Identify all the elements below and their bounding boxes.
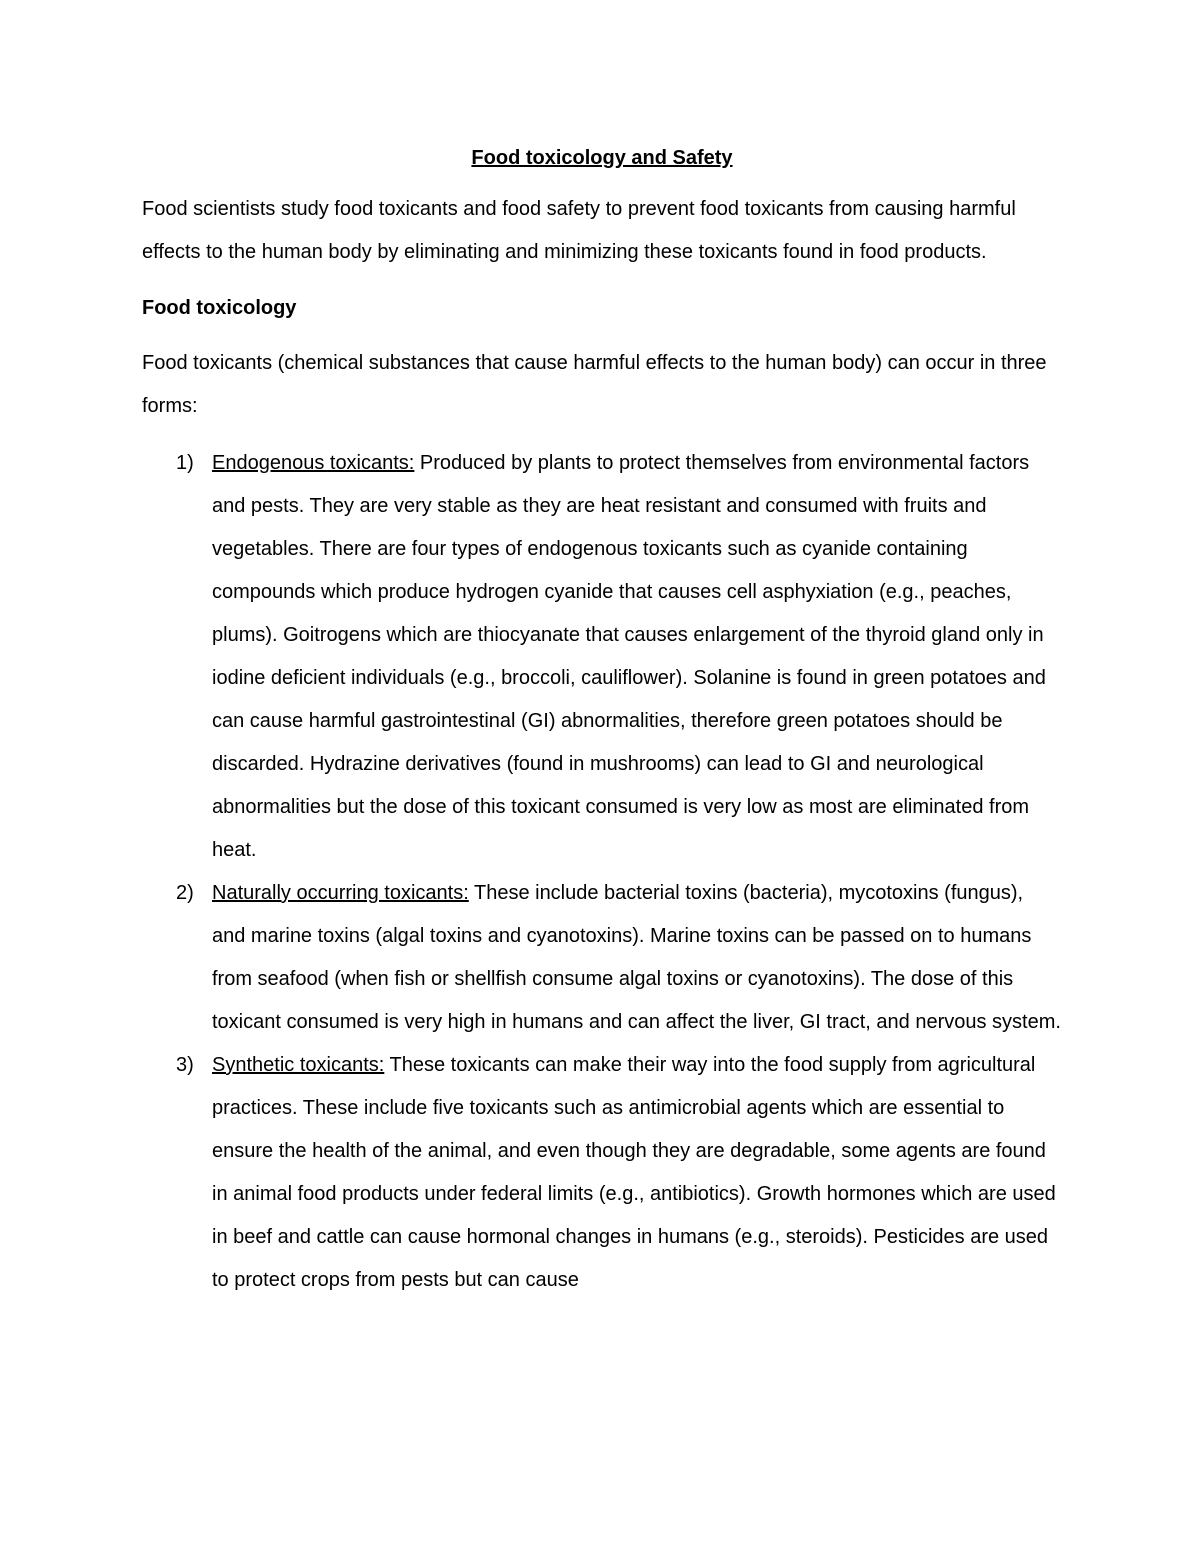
- list-item-number: 2): [176, 882, 194, 904]
- list-item-text: These include bacterial toxins (bacteria), mycotoxins (fungus), and marine toxins (algal toxins and cyanotoxins). Marine toxins can be passed on to humans from seafood (when fish or shellfish consume algal toxins or cyanotoxins). The dose of this toxicant consumed is very high in humans and can affect the liver, GI tract, and nervous system.: [212, 882, 1061, 1033]
- section-intro-paragraph: Food toxicants (chemical substances that cause harmful effects to the human body) can occur in three forms:: [142, 352, 1047, 417]
- list-item-number: 1): [176, 452, 194, 474]
- list-item-term: Endogenous toxicants:: [212, 452, 415, 474]
- intro-paragraph: Food scientists study food toxicants and food safety to prevent food toxicants from causing harmful effects to the human body by eliminating and minimizing these toxicants found in food products.: [142, 198, 1016, 263]
- section-heading: Food toxicology: [142, 297, 297, 319]
- list-item: [142, 1044, 1062, 1302]
- document-page: [142, 138, 1062, 1302]
- list-item-number: 3): [176, 1054, 194, 1076]
- list-item-text: Produced by plants to protect themselves from environmental factors and pests. They are very stable as they are heat resistant and consumed with fruits and vegetables. There are four types of endogenous toxicants such as cyanide containing compounds which produce hydrogen cyanide that causes cell asphyxiation (e.g., peaches, plums). Goitrogens which are thiocyanate that causes enlargement of the thyroid gland only in iodine deficient individuals (e.g., broccoli, cauliflower). Solanine is found in green potatoes and can cause harmful gastrointestinal (GI) abnormalities, therefore green potatoes should be discarded. Hydrazine derivatives (found in mushrooms) can lead to GI and neurological abnormalities but the dose of this toxicant consumed is very low as most are eliminated from heat.: [212, 452, 1046, 861]
- list-item-text: These toxicants can make their way into the food supply from agricultural practices. These include five toxicants such as antimicrobial agents which are essential to ensure the health of the animal, and even though they are degradable, some agents are found in animal food products under federal limits (e.g., antibiotics). Growth hormones which are used in beef and cattle can cause hormonal changes in humans (e.g., steroids). Pesticides are used to protect crops from pests but can cause: [212, 1054, 1056, 1291]
- list-item-term: Synthetic toxicants:: [212, 1054, 385, 1076]
- document-title: Food toxicology and Safety: [471, 147, 733, 169]
- list-item-term: Naturally occurring toxicants:: [212, 882, 469, 904]
- list-item: [142, 872, 1062, 1044]
- list-item: [142, 442, 1062, 872]
- toxicant-list: [142, 442, 1062, 1302]
